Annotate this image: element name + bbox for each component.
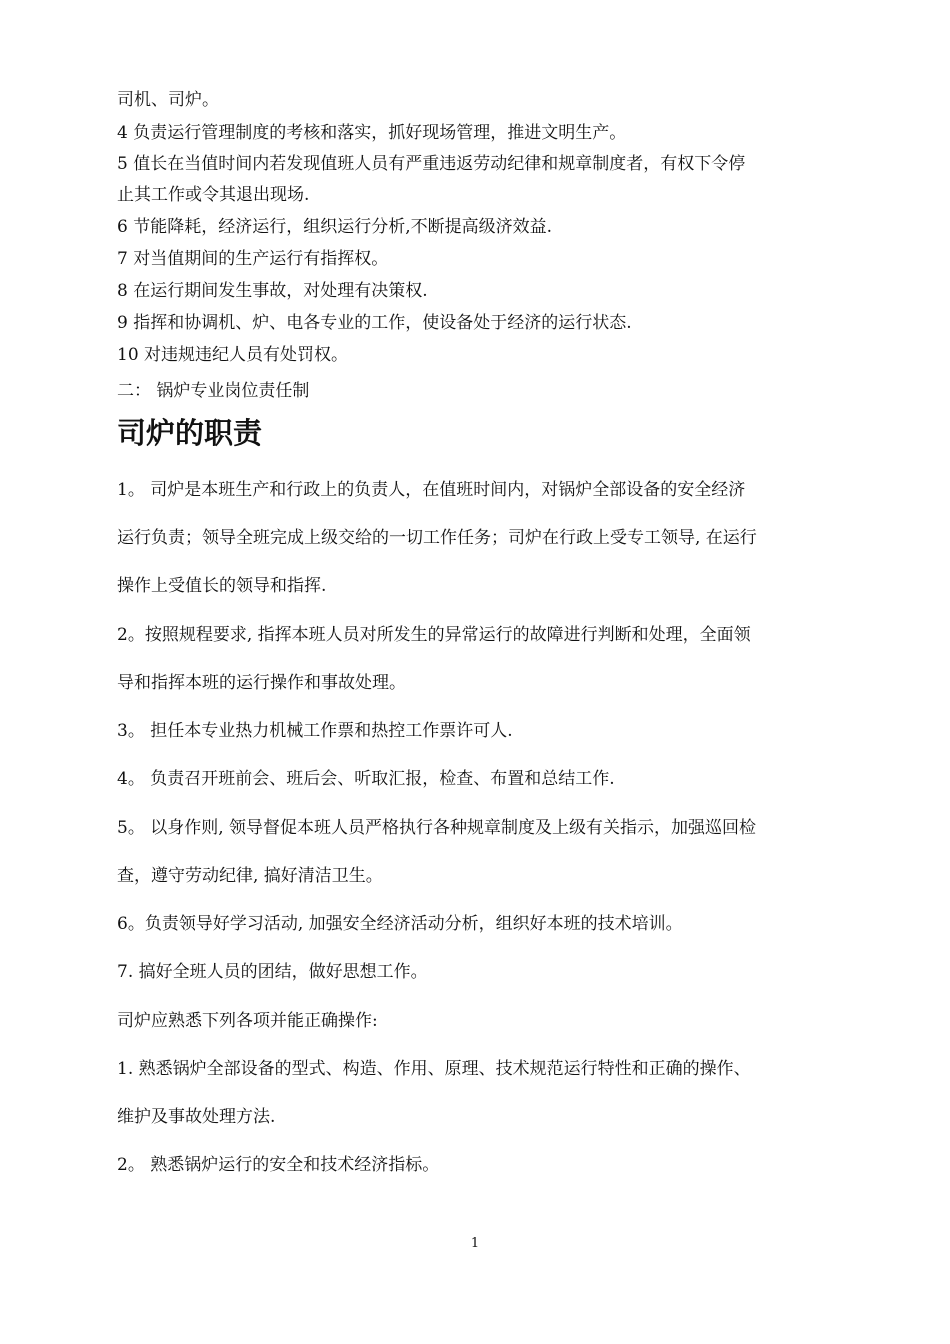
text-line: 8 在运行期间发生事故，对处理有决策权. [117, 281, 428, 301]
text-line: 4。 负责召开班前会、班后会、听取汇报，检查、布置和总结工作. [117, 769, 615, 789]
text-line: 7. 搞好全班人员的团结，做好思想工作。 [117, 962, 428, 982]
text-line: 止其工作或令其退出现场. [117, 185, 310, 205]
text-line: 10 对违规违纪人员有处罚权。 [117, 345, 349, 365]
text-line: 5 值长在当值时间内若发现值班人员有严重违返劳动纪律和规章制度者，有权下令停 [117, 154, 746, 174]
text-line: 7 对当值期间的生产运行有指挥权。 [117, 249, 389, 269]
text-line: 5。 以身作则, 领导督促本班人员严格执行各种规章制度及上级有关指示，加强巡回检 [117, 818, 757, 838]
text-line: 9 指挥和协调机、炉、电各专业的工作，使设备处于经济的运行状态. [117, 313, 632, 333]
text-line: 司机、司炉。 [117, 90, 219, 110]
text-line: 操作上受值长的领导和指挥. [117, 576, 327, 596]
text-line: 2。 熟悉锅炉运行的安全和技术经济指标。 [117, 1155, 440, 1175]
text-line: 导和指挥本班的运行操作和事故处理。 [117, 673, 406, 693]
text-line: 司炉应熟悉下列各项并能正确操作: [117, 1011, 378, 1031]
text-line: 1。 司炉是本班生产和行政上的负责人，在值班时间内，对锅炉全部设备的安全经济 [117, 480, 746, 500]
text-line: 3。 担任本专业热力机械工作票和热控工作票许可人. [117, 721, 513, 741]
text-line: 查，遵守劳动纪律, 搞好清洁卫生。 [117, 866, 383, 886]
text-line: 1. 熟悉锅炉全部设备的型式、构造、作用、原理、技术规范运行特性和正确的操作、 [117, 1059, 751, 1079]
page-number: 1 [470, 1236, 480, 1251]
text-line: 运行负责；领导全班完成上级交给的一切工作任务；司炉在行政上受专工领导, 在运行 [117, 528, 757, 548]
text-line: 维护及事故处理方法. [117, 1107, 276, 1127]
text-line: 2。按照规程要求, 指挥本班人员对所发生的异常运行的故障进行判断和处理，全面领 [117, 625, 751, 645]
text-line: 6。负责领导好学习活动, 加强安全经济活动分析，组织好本班的技术培训。 [117, 914, 683, 934]
section-heading: 司炉的职责 [117, 416, 263, 450]
text-line: 4 负责运行管理制度的考核和落实，抓好现场管理，推进文明生产。 [117, 123, 627, 143]
section-subtitle: 二： 锅炉专业岗位责任制 [117, 381, 310, 401]
text-line: 6 节能降耗，经济运行，组织运行分析,不断提高级济效益. [117, 217, 553, 237]
